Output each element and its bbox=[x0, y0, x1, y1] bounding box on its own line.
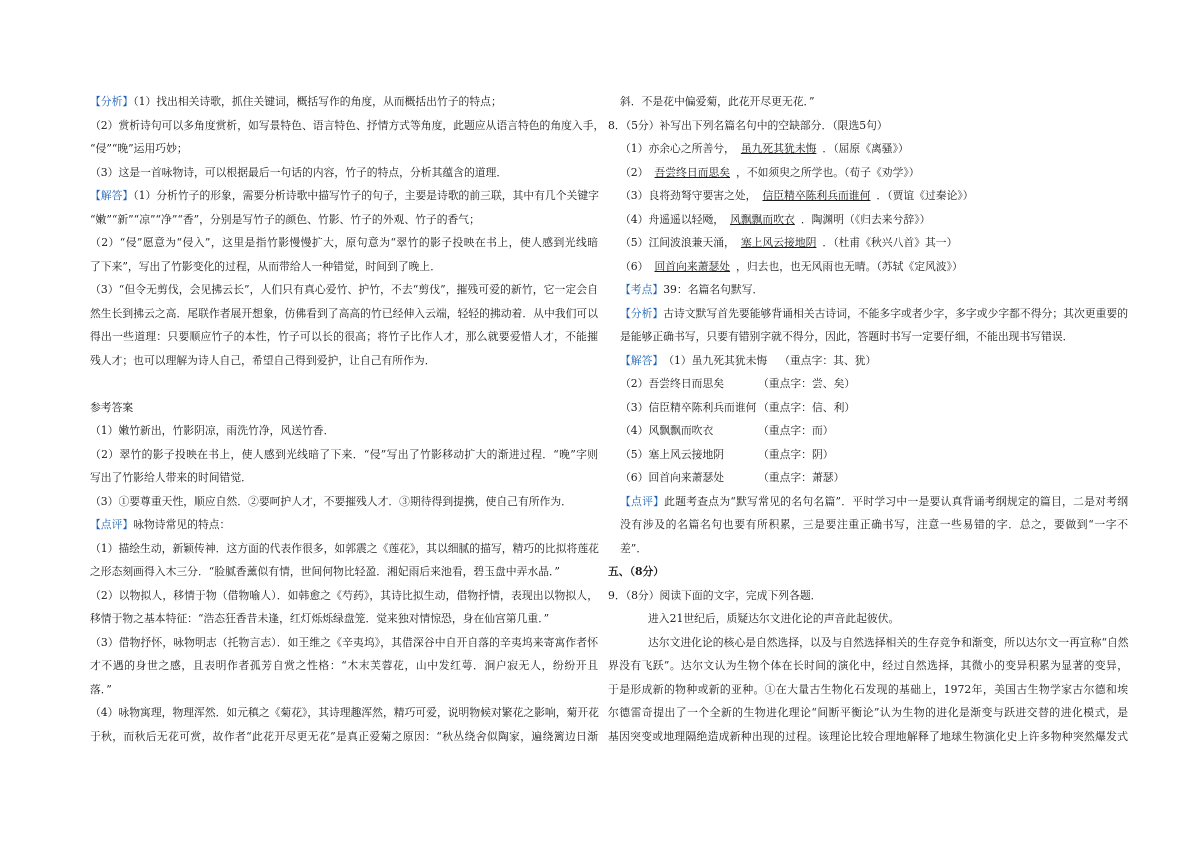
passage-line: 基因突变或地理隔绝造成新种出现的过程。该理论比较合理地解释了地球生物演化史上许多物种突然爆发式 bbox=[608, 729, 1128, 743]
q8-answer-blank: 风飘飘而吹衣 bbox=[730, 212, 795, 226]
line-text: 得出一些道理：只要顺应竹子的本性，竹子可以长的很高；将竹子比作人才，那么就要爱惜人才，不能摧 bbox=[90, 330, 598, 343]
line-text: （4）咏物寓理，物理浑然．如元稹之《菊花》，其诗理趣浑然，精巧可爱，说明物候对繁花之影响，菊开花 bbox=[90, 706, 599, 719]
q8-answer-blank: 回首向来萧瑟处 bbox=[654, 259, 731, 273]
passage-intro: 进入21世纪后，质疑达尔文进化论的声音此起彼伏。 bbox=[648, 612, 900, 625]
q8-suffix: ．陶渊明（《归去来兮辞》） bbox=[800, 212, 931, 226]
left-text-line bbox=[90, 443, 598, 467]
q8-answer-blank: 信臣精卒陈利兵而谁何 bbox=[762, 189, 871, 202]
jieda-item bbox=[608, 396, 1128, 420]
line-text: 之形态刻画得入木三分．“脸腻香薰似有情，世间何物比轻盈．湘妃雨后来池看，碧玉盘中弄水晶．” bbox=[90, 565, 560, 578]
line-text: 移情于物之基本特征：“浩态狂香昔未逢，红灯烁烁绿盘笼．觉来独对情惊恐，身在仙宫第几重．” bbox=[90, 612, 550, 625]
left-text-line bbox=[90, 725, 598, 749]
q8-prefix: （1）亦余心之所善兮， bbox=[620, 142, 735, 155]
left-text-line bbox=[90, 466, 598, 490]
left-text-line bbox=[90, 184, 598, 208]
q8-prefix: （4）舟遥遥以轻飏， bbox=[620, 212, 725, 226]
q7-continuation: 斜．不是花中偏爱菊，此花开尽更无花．” bbox=[620, 95, 815, 108]
line-text: （2）以物拟人，移情于物（借物喻人）．如韩愈之《芍药》，其诗比拟生动，借物抒情，表现出以物拟人， bbox=[90, 588, 598, 602]
q8-suffix: ，不如须臾之所学也。（荀子《劝学》） bbox=[736, 165, 920, 179]
line-text: （1）嫩竹新出，竹影阴凉，雨洗竹净，风送竹香． bbox=[90, 424, 335, 437]
jieda-key-chars: （重点字：其、犹） bbox=[779, 353, 877, 367]
q8-answer-blank: 塞上风云接地阴 bbox=[740, 236, 817, 249]
passage-line: 于是形成新的物种或新的亚种。①在大量古生物化石发现的基础上，1972年，美国古生物学家古尔德和埃 bbox=[608, 682, 1128, 696]
left-text-line bbox=[90, 114, 605, 138]
section-tag: 【分析】 bbox=[90, 95, 134, 108]
fenxi-line-2: 是能够正确书写，只要有错别字就不得分，因此，答题时书写一定要仔细，不能出现书写错误． bbox=[620, 330, 1074, 343]
dianping-line-2: 没有涉及的名篇名句也要有所积累，三是要注重正确书写，注意一些易错的字．总之，要做到“一字不 bbox=[620, 518, 1128, 531]
jieda-answer: （2）吾尝终日而思矣 bbox=[620, 377, 725, 390]
jieda-list bbox=[608, 349, 1128, 490]
jieda-item bbox=[608, 372, 1128, 396]
q8-item bbox=[608, 161, 1128, 185]
line-text: 然生长到拂云之高．尾联作者展开想象，仿佛看到了高高的竹已经伸入云端，轻轻的拂动着．从中我们可以 bbox=[90, 306, 598, 320]
line-text: 于秋，而秋后无花可赏，故作者“此花开尽更无花”是真正爱菊之原因：“秋丛绕舍似陶家，遍绕篱边日渐 bbox=[90, 729, 598, 743]
left-text-line bbox=[90, 584, 598, 608]
passage-line: 达尔文进化论的核心是自然选择，以及与自然选择相关的生存竞争和渐变，所以达尔文一再宣称“自然 bbox=[648, 635, 1129, 649]
line-text: 咏物诗常见的特点： bbox=[133, 518, 231, 531]
q8-suffix: ．（屈原《离骚》） bbox=[822, 142, 909, 155]
q8-suffix: ，归去也，也无风雨也无晴。（苏轼《定风波》） bbox=[736, 259, 963, 273]
q8-suffix: ．（杜甫《秋兴八首》其一） bbox=[822, 236, 958, 249]
passage-line: 界没有飞跃”。达尔文认为生物个体在长时间的演化中，经过自然选择，其微小的变异积累为显著的变异， bbox=[608, 659, 1128, 672]
jieda-answer: （3）信臣精卒陈利兵而谁何 bbox=[620, 400, 757, 414]
line-text: （2）翠竹的影子投映在书上，使人感到光线暗了下来．“侵”写出了竹影移动扩大的渐进过程．“晚”字则 bbox=[90, 447, 598, 461]
passage-line: 尔德雷奇提出了一个全新的生物进化理论“间断平衡论”认为生物的进化是渐变与跃进交替的进化模式，是 bbox=[608, 706, 1128, 719]
left-text-line bbox=[90, 631, 598, 655]
passage-body bbox=[608, 631, 1128, 749]
line-text: （3）“但令无剪伐，会见拂云长”，人们只有真心爱竹、护竹，不去“剪伐”，摧残可爱的新竹，它一定会自 bbox=[90, 283, 598, 296]
q8-item bbox=[608, 231, 1128, 255]
jieda-key-chars: （重点字：而） bbox=[758, 424, 834, 437]
jieda-item bbox=[608, 443, 1128, 467]
jieda-item bbox=[608, 466, 1128, 490]
left-text-line bbox=[90, 255, 598, 279]
kaodian-line bbox=[608, 278, 1128, 302]
section-tag: 【解答】 bbox=[90, 189, 134, 202]
line-text: “侵”“晚”运用巧妙； bbox=[90, 142, 188, 155]
dianping-text: 此题考查点为“默写常见的名句名篇”．平时学习中一是要认真背诵考纲规定的篇目，二是对考纲 bbox=[664, 494, 1128, 508]
left-column bbox=[90, 90, 605, 748]
left-text-line bbox=[90, 90, 598, 114]
q8-answer-blank: 虽九死其犹未悔 bbox=[740, 142, 817, 155]
q8-item bbox=[608, 137, 1128, 161]
left-text-line bbox=[90, 349, 598, 373]
q8-item bbox=[608, 255, 1128, 279]
line-text: （3）借物抒怀，咏物明志（托物言志）．如王维之《辛夷坞》，其借深谷中自开自落的辛夷坞来寄寓作者怀 bbox=[90, 635, 598, 649]
left-text-line bbox=[90, 302, 598, 326]
line-text: 写出了竹影给人带来的时间错觉． bbox=[90, 471, 252, 484]
left-text-line bbox=[90, 419, 598, 443]
kaodian-tag: 【考点】 bbox=[620, 283, 664, 296]
left-text-line bbox=[90, 607, 598, 631]
left-text-line bbox=[90, 560, 598, 584]
fenxi-tag: 【分析】 bbox=[620, 306, 664, 320]
jieda-answer: （5）塞上风云接地阴 bbox=[620, 447, 725, 461]
line-text: 参考答案 bbox=[90, 400, 134, 414]
jieda-item bbox=[608, 349, 1128, 373]
section-tag: 【点评】 bbox=[90, 518, 134, 531]
line-text: 残人才；也可以理解为诗人自己，希望自己得到爱护，让自己有所作为． bbox=[90, 353, 436, 367]
q8-prefix: （2） bbox=[620, 165, 649, 179]
jieda-key-chars: （重点字：信、利） bbox=[758, 400, 856, 414]
line-text: （1）分析竹子的形象，需要分析诗歌中描写竹子的句子，主要是诗歌的前三联，其中有几个关键字 bbox=[133, 189, 599, 202]
q8-item bbox=[608, 184, 1128, 208]
jieda-key-chars: （重点字：萧瑟） bbox=[758, 471, 845, 484]
jieda-tag: 【解答】 bbox=[620, 353, 664, 367]
line-text: （1）找出相关诗歌，抓住关键词，概括写作的角度，从而概括出竹子的特点； bbox=[133, 95, 502, 108]
dianping-line-3: 差”． bbox=[620, 541, 648, 555]
left-text-line bbox=[90, 278, 598, 302]
line-text: “嫩”“新”“凉”“净”“香”，分别是写竹子的颜色、竹影、竹子的外观、竹子的香气； bbox=[90, 212, 480, 226]
q8-prefix: （5）江间波浪兼天涌， bbox=[620, 236, 735, 249]
line-text: （3）这是一首咏物诗，可以根据最后一句话的内容，竹子的特点，分析其蕴含的道理． bbox=[90, 165, 508, 179]
left-text-line bbox=[90, 678, 598, 702]
line-text: （1）描绘生动，新颖传神．这方面的代表作很多，如郭震之《莲花》，其以细腻的描写，精巧的比拟将莲花 bbox=[90, 541, 599, 555]
left-text-line bbox=[90, 161, 598, 185]
jieda-item bbox=[608, 419, 1128, 443]
left-text-line bbox=[90, 137, 598, 161]
q8-suffix: ．（贾谊《过秦论》） bbox=[876, 189, 974, 202]
line-text: （3）①要尊重天性，顺应自然．②要呵护人才，不要摧残人才．③期待得到提携，使自己有所作为． bbox=[90, 494, 572, 508]
left-text-line bbox=[90, 490, 598, 514]
line-text: （2）赏析诗句可以多角度赏析，如写景特色、语言特色、抒情方式等角度，此题应从语言特色的角度入手， bbox=[90, 118, 605, 132]
left-text-line bbox=[90, 513, 598, 537]
dianping-tag: 【点评】 bbox=[620, 494, 665, 508]
line-text: 落．” bbox=[90, 682, 112, 696]
left-text-line bbox=[90, 372, 598, 396]
left-text-line bbox=[90, 654, 598, 678]
fenxi-text: 古诗文默写首先要能够背诵相关古诗词，不能多字或者少字，多字或少字都不得分；其次更重要的 bbox=[663, 306, 1129, 320]
jieda-answer: （6）回首向来萧瑟处 bbox=[620, 471, 725, 484]
left-text-line bbox=[90, 701, 598, 725]
line-text: 才不遇的身世之感，且表明作者孤芳自赏之性格：“木末芙蓉花，山中发红萼．涧户寂无人，纷纷开且 bbox=[90, 659, 598, 672]
q8-prefix: （3）良将劲弩守要害之处， bbox=[620, 189, 757, 202]
right-column bbox=[608, 90, 1128, 748]
jieda-answer: （1）虽九死其犹未悔 bbox=[663, 353, 768, 367]
jieda-key-chars: （重点字：阴） bbox=[758, 447, 834, 461]
left-text-line bbox=[90, 325, 598, 349]
dianping-line bbox=[608, 490, 1128, 514]
q8-prefix: （6） bbox=[620, 259, 649, 273]
q8-title: 8．（5分）补写出下列名篇名句中的空缺部分．（限选5句） bbox=[608, 118, 888, 132]
left-text-line bbox=[90, 231, 598, 255]
kaodian-text: 39：名篇名句默写． bbox=[663, 283, 764, 296]
q8-answer-blank: 吾尝终日而思矣 bbox=[654, 165, 731, 179]
q8-item bbox=[608, 208, 1128, 232]
q8-list bbox=[608, 137, 1128, 278]
fenxi-line bbox=[608, 302, 1128, 326]
line-text: （2）“侵”愿意为“侵入”，这里是指竹影慢慢扩大，原句意为“翠竹的影子投映在书上，使人感到光线暗 bbox=[90, 236, 598, 249]
line-text: 了下来”，写出了竹影变化的过程，从而带给人一种错觉，时间到了晚上． bbox=[90, 259, 442, 273]
section-5-heading: 五、（8分） bbox=[608, 565, 665, 578]
q9-title: 9．（8分）阅读下面的文字，完成下列各题． bbox=[608, 588, 822, 602]
left-text-line bbox=[90, 396, 598, 420]
left-text-line bbox=[90, 537, 598, 561]
jieda-key-chars: （重点字：尝、矣） bbox=[758, 377, 856, 390]
left-text-line bbox=[90, 208, 598, 232]
jieda-answer: （4）风飘飘而吹衣 bbox=[620, 424, 714, 437]
